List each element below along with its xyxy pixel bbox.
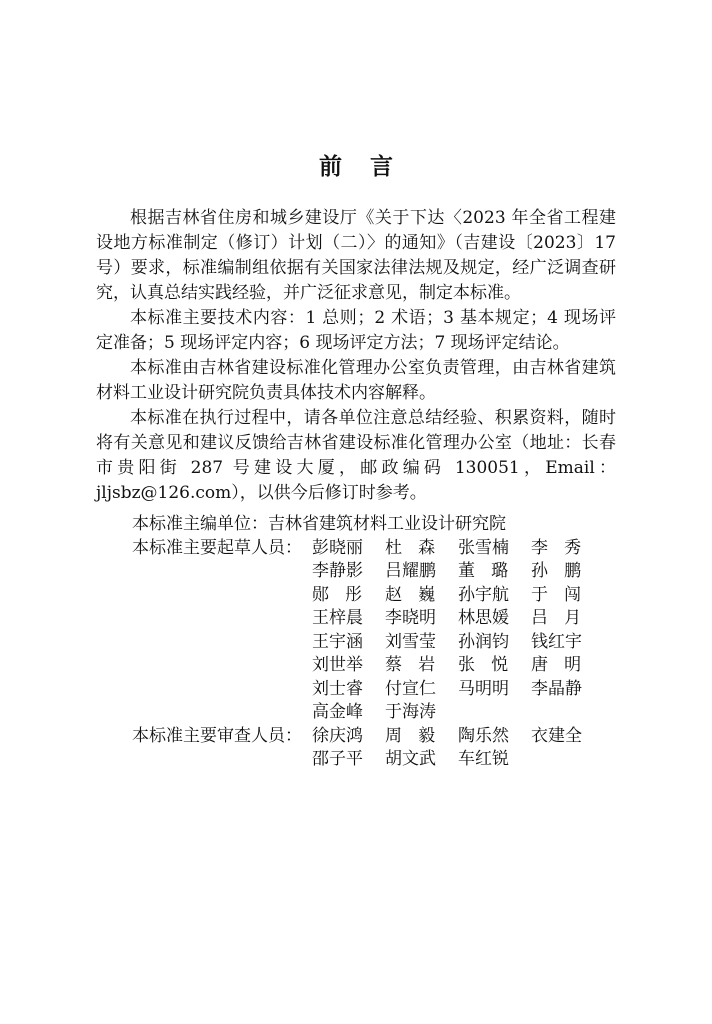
drafter-name: 杜森	[385, 537, 452, 558]
drafters-block	[96, 537, 616, 725]
reviewer-name: 车红锐	[458, 749, 509, 769]
paragraph-management: 本标准由吉林省建设标准化管理办公室负责管理，由吉林省建筑材料工业设计研究院负责具体技术内容解释。	[96, 358, 616, 403]
drafter-name: 高金峰	[312, 702, 363, 722]
reviewer-name: 胡文武	[385, 749, 436, 769]
drafter-name: 李晶静	[531, 678, 582, 699]
reviewers-label: 本标准主要审查人员：	[132, 725, 302, 746]
drafter-name: 彭晓丽	[312, 537, 363, 558]
reviewer-name: 徐庆鸿	[312, 725, 363, 746]
drafter-name: 张悦	[458, 655, 525, 675]
credits-section	[96, 513, 616, 772]
reviewer-name: 衣建全	[531, 725, 582, 746]
drafter-name: 李晓明	[385, 608, 436, 628]
title-char-2: 言	[370, 154, 393, 180]
drafter-name: 刘世举	[312, 655, 363, 675]
editor-unit-line: 本标准主编单位：吉林省建筑材料工业设计研究院	[132, 514, 506, 534]
drafter-name: 赵巍	[385, 584, 452, 605]
paragraph-contents: 本标准主要技术内容：1 总则；2 术语；3 基本规定；4 现场评定准备；5 现场评定内容；6 现场评定方法；7 现场评定结论。	[96, 308, 616, 353]
drafter-name: 吕月	[531, 608, 598, 628]
drafter-name: 蔡岩	[385, 655, 452, 675]
drafter-name: 刘士睿	[312, 678, 363, 699]
title-char-1: 前	[319, 154, 342, 180]
drafter-name: 李秀	[531, 537, 598, 558]
drafter-name: 王梓晨	[312, 608, 363, 628]
drafter-name: 马明明	[458, 678, 509, 699]
drafters-label: 本标准主要起草人员：	[132, 537, 302, 558]
drafter-name: 孙宇航	[458, 584, 509, 605]
drafter-name: 刘雪莹	[385, 631, 436, 652]
drafter-name: 董璐	[458, 561, 525, 581]
drafter-name: 张雪楠	[458, 537, 509, 558]
reviewers-block	[96, 725, 616, 772]
reviewer-name: 邵子平	[312, 749, 363, 769]
reviewer-name: 周毅	[385, 725, 452, 746]
drafter-name: 吕耀鹏	[385, 561, 436, 581]
drafter-name: 钱红宇	[531, 631, 582, 652]
drafter-name: 李静影	[312, 561, 363, 581]
drafter-name: 王宇涵	[312, 631, 363, 652]
reviewer-name: 陶乐然	[458, 725, 509, 746]
drafter-name: 孙鹏	[531, 561, 598, 581]
paragraph-feedback: 本标准在执行过程中，请各单位注意总结经验、积累资料，随时将有关意见和建议反馈给吉林省建设标准化管理办公室（地址：长春市贵阳街 287 号建设大厦，邮政编码 130051，Email：jljsbz@126.com），以供今后修订时参考。	[96, 408, 616, 503]
drafter-name: 林思媛	[458, 608, 509, 628]
drafters-list	[312, 537, 604, 725]
preface-body	[96, 206, 616, 506]
page-title	[0, 150, 712, 184]
drafter-name: 付宣仁	[385, 678, 436, 699]
drafter-name: 郧彤	[312, 584, 379, 605]
drafter-name: 于海涛	[385, 702, 436, 722]
drafter-name: 于闯	[531, 584, 598, 605]
drafter-name: 孙润钧	[458, 631, 509, 652]
paragraph-basis: 根据吉林省住房和城乡建设厅《关于下达〈2023 年全省工程建设地方标准制定（修订）计划（二）〉的通知》（吉建设〔2023〕17 号）要求，标准编制组依据有关国家法律法规及规定，经广泛调查研究，认真总结实践经验，并广泛征求意见，制定本标准。	[96, 208, 616, 303]
reviewers-list	[312, 725, 604, 772]
drafter-name: 唐明	[531, 655, 598, 675]
